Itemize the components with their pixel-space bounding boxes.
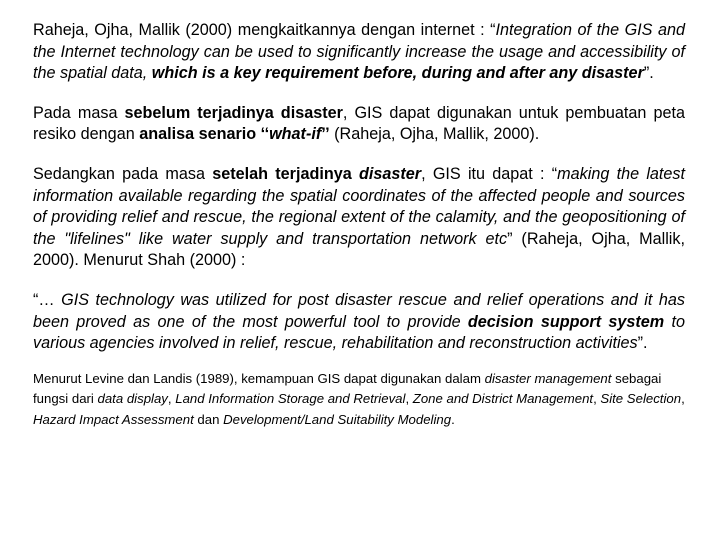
text-run: ” (Raheja, Ojha, Mallik, 2000). Menurut Shah (2000) :: [33, 229, 685, 270]
text-run: ,: [593, 391, 601, 407]
italic-term: Zone and District Management: [412, 391, 594, 407]
italic-quote: GIS technology was utilized for post disaster rescue and relief operations and it has been proved as one of the most powerful tool to provide: [33, 290, 685, 331]
paragraph-after-disaster: [33, 164, 685, 272]
italic-quote: making the latest information available regarding the spatial coordinates of the affected people and sources of providing relief and rescue, the regional extent of the calamity, and the geopositioning of the "lifelines" like water supply and transportation network etc: [33, 164, 686, 248]
bold-italic-phrase: decision support system: [467, 312, 665, 331]
bold-italic-quote: which is a key requirement before, during and after any disaster: [151, 64, 644, 83]
italic-quote: Integration of the GIS and the Internet technology can be used to significantly increase the usage and accessibility of the spatial data,: [33, 21, 685, 83]
paragraph-internet-integration: [33, 20, 685, 85]
text-run: “…: [33, 290, 62, 309]
bold-italic-phrase: what-if: [269, 125, 322, 144]
italic-term: Development/Land Suitability Modeling: [223, 411, 452, 427]
text-run: ”.: [637, 334, 648, 353]
bold-phrase: sebelum terjadinya disaster: [124, 103, 343, 122]
italic-term: disaster management: [484, 370, 612, 386]
text-run: Pada masa: [33, 103, 125, 122]
text-run: , GIS itu dapat : “: [421, 164, 558, 183]
italic-term: Hazard Impact Assessment: [33, 411, 194, 427]
paragraph-before-disaster: [33, 103, 685, 146]
text-run: Menurut Levine dan Landis (1989), kemampuan GIS dapat digunakan dalam: [33, 370, 485, 386]
text-run: ,: [681, 391, 685, 407]
text-run: Sedangkan pada masa: [33, 164, 213, 183]
italic-term: Land Information Storage and Retrieval: [175, 391, 406, 407]
text-run: ”.: [643, 64, 654, 83]
text-run: ,: [167, 391, 176, 407]
italic-quote: to various agencies involved in relief, rescue, rehabilitation and reconstruction activities: [33, 312, 686, 353]
text-run: , GIS dapat digunakan untuk pembuatan peta resiko dengan: [33, 103, 685, 144]
text-run: Raheja, Ojha, Mallik (2000) mengkaitkannya dengan internet : “: [33, 21, 496, 39]
text-run: dan: [193, 411, 224, 427]
bold-italic-phrase: disaster: [358, 164, 422, 183]
text-run: sebagai fungsi dari: [33, 370, 662, 407]
text-run: (Raheja, Ojha, Mallik, 2000).: [329, 125, 540, 144]
italic-term: Site Selection: [600, 391, 682, 407]
paragraph-levine-landis: [33, 369, 685, 431]
paragraph-shah-quote: [33, 290, 685, 355]
bold-phrase: setelah terjadinya: [212, 164, 359, 183]
bold-phrase: analisa senario ‘‘: [139, 125, 270, 144]
text-run: .: [451, 411, 455, 427]
text-run: ,: [405, 391, 413, 407]
italic-term: data display: [97, 391, 168, 407]
bold-phrase: ’’: [321, 125, 330, 144]
document-page: [33, 20, 685, 431]
